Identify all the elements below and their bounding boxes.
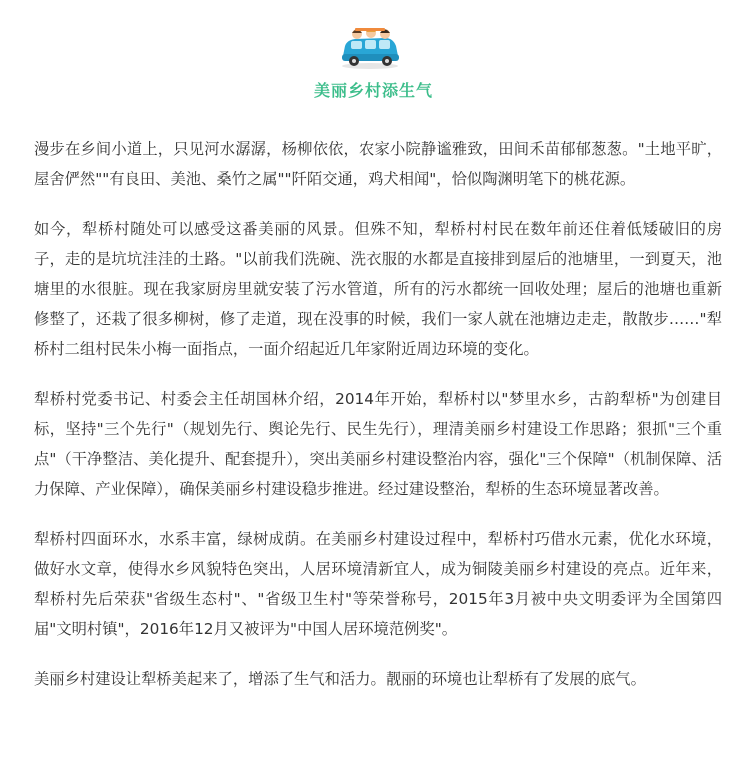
article-title: 美丽乡村添生气 (313, 81, 433, 100)
article-header (0, 0, 747, 110)
paragraph: 美丽乡村建设让犁桥美起来了，增添了生气和活力。靓丽的环境也让犁桥有了发展的底气。 (34, 670, 646, 688)
paragraph: 漫步在乡间小道上，只见河水潺潺，杨柳依依，农家小院静谧雅致，田间禾苗郁郁葱葱。"土地平旷，屋舍俨然""有良田、美池、桑竹之属""阡陌交通，鸡犬相闻"，恰似陶渊明笔下的桃花源。 (34, 140, 722, 188)
paragraph: 犁桥村党委书记、村委会主任胡国林介绍，2014年开始，犁桥村以"梦里水乡，古韵犁桥"为创建目标，坚持"三个先行"（规划先行、舆论先行、民生先行），理清美丽乡村建设工作思路；狠抓"三个重点"（干净整洁、美化提升、配套提升），突出美丽乡村建设整治内容，强化"三个保障"（机制保障、活力保障、产业保障），确保美丽乡村建设稳步推进。经过建设整治，犁桥的生态环境显著改善。 (34, 390, 722, 498)
article-body (34, 134, 722, 714)
paragraph: 犁桥村四面环水，水系丰富，绿树成荫。在美丽乡村建设过程中，犁桥村巧借水元素，优化水环境，做好水文章，使得水乡风貌特色突出，人居环境清新宜人，成为铜陵美丽乡村建设的亮点。近年来，犁桥村先后荣获"省级生态村"、"省级卫生村"等荣誉称号，2015年3月被中央文明委评为全国第四届"文明村镇"，2016年12月又被评为"中国人居环境范例奖"。 (34, 530, 722, 638)
paragraph: 如今，犁桥村随处可以感受这番美丽的风景。但殊不知，犁桥村村民在数年前还住着低矮破旧的房子，走的是坑坑洼洼的土路。"以前我们洗碗、洗衣服的水都是直接排到屋后的池塘里，一到夏天，池塘里的水很脏。现在我家厨房里就安装了污水管道，所有的污水都统一回收处理；屋后的池塘也重新修整了，还栽了很多柳树，修了走道，现在没事的时候，我们一家人就在池塘边走走，散散步……"犁桥村二组村民朱小梅一面指点，一面介绍起近几年家附近周边环境的变化。 (34, 220, 722, 358)
car-icon (337, 26, 403, 70)
